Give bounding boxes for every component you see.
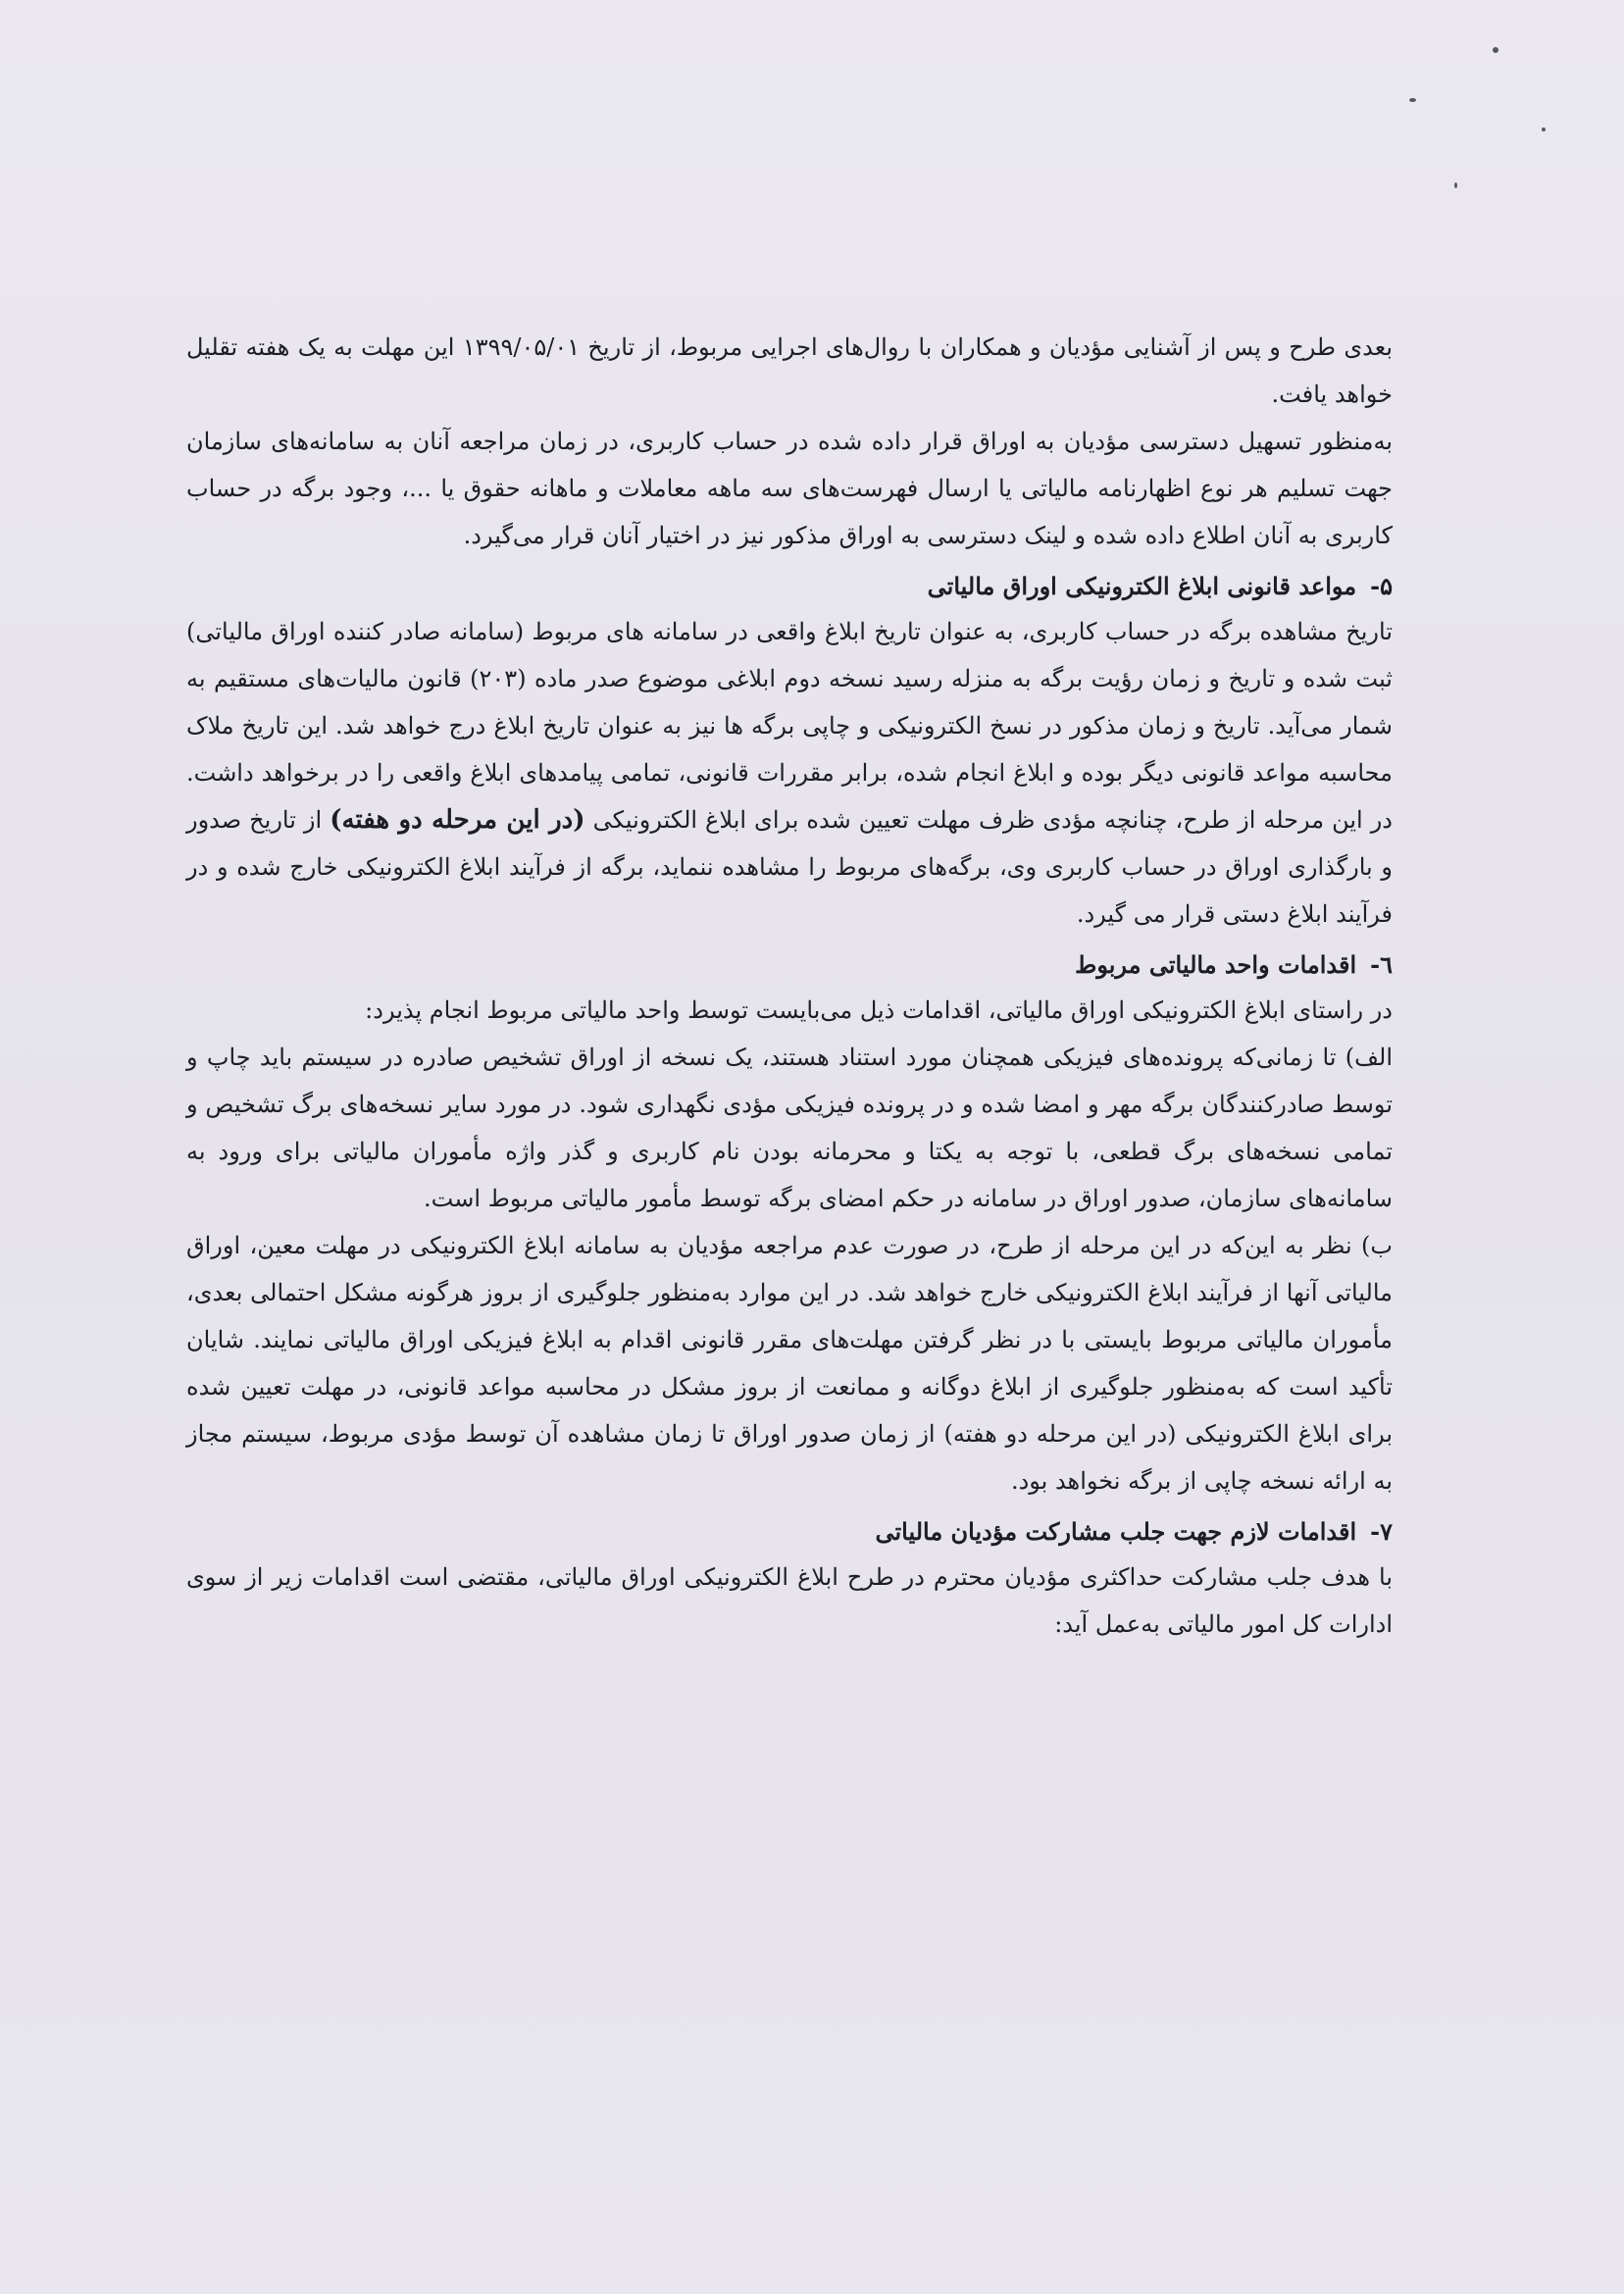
scan-speck [1542,127,1546,131]
document-body [186,324,1393,1648]
paragraph-intro-1: بعدی طرح و پس از آشنایی مؤدیان و همکاران با روال‌های اجرایی مربوط، از تاریخ ۱۳۹۹/۰۵/۰۱ این مهلت به یک هفته تقلیل خواهد یافت. [186,333,1394,408]
section-6-title: اقدامات واحد مالیاتی مربوط [1075,950,1357,979]
section-5-text-part2: از تاریخ صدور و بارگذاری اوراق در حساب کاربری وی، برگه‌های مربوط را مشاهده ننماید، برگه از فرآیند ابلاغ الکترونیکی خارج شده و در فرآیند ابلاغ دستی قرار می گیرد. [186,806,1393,928]
section-5-heading [186,565,1393,608]
section-7-heading [186,1510,1393,1554]
section-7-number: ۷- [1370,1517,1393,1546]
section-5-number: ۵- [1370,572,1393,600]
section-5-paragraph [186,608,1393,938]
section-6-item-a: الف) تا زمانی‌که پرونده‌های فیزیکی همچنان مورد استناد هستند، یک نسخه از اوراق تشخیص صادره در سیستم باید چاپ و توسط صادرکنندگان برگه مهر و امضا شده و در پرونده فیزیکی مؤدی نگهداری شود. در مورد سایر نسخه‌های برگ تشخیص و تمامی نسخه‌های برگ قطعی، با توجه به یکتا و محرمانه بودن نام کاربری و گذر واژه مأموران مالیاتی برای ورود به سامانه‌های سازمان، صدور اوراق در سامانه در حکم امضای برگه توسط مأمور مالیاتی مربوط است. [186,1044,1394,1212]
section-5-bold-note: (در این مرحله دو هفته) [330,805,585,835]
section-6-item-b: ب) نظر به این‌که در این مرحله از طرح، در صورت عدم مراجعه مؤدیان به سامانه ابلاغ الکترونیکی در مهلت معین، اوراق مالیاتی آنها از فرآیند ابلاغ الکترونیکی خارج خواهد شد. در این موارد به‌منظور جلوگیری از بروز هرگونه مشکل احتمالی بعدی، مأموران مالیاتی مربوط بایستی با در نظر گرفتن مهلت‌های مقرر قانونی اقدام به ابلاغ فیزیکی اوراق مالیاتی نمایند. شایان تأکید است که به‌منظور جلوگیری از ابلاغ دوگانه و ممانعت از بروز مشکل در محاسبه مواعد قانونی، در مهلت تعیین شده برای ابلاغ الکترونیکی (در این مرحله دو هفته) از زمان صدور اوراق تا زمان مشاهده آن توسط مؤدی مربوط، سیستم مجاز به ارائه نسخه چاپی از برگه نخواهد بود. [186,1232,1393,1495]
paragraph-intro-2: به‌منظور تسهیل دسترسی مؤدیان به اوراق قرار داده شده در حساب کاربری، در زمان مراجعه آنان به سامانه‌های سازمان جهت تسلیم هر نوع اظهارنامه مالیاتی یا ارسال فهرست‌های سه ماهه معاملات و ماهانه حقوق یا ...، وجود برگه در حساب کاربری به آنان اطلاع داده شده و لینک دسترسی به اوراق مذکور نیز در اختیار آنان قرار می‌گیرد. [186,428,1393,549]
section-7-paragraph: با هدف جلب مشارکت حداکثری مؤدیان محترم در طرح ابلاغ الکترونیکی اوراق مالیاتی، مقتضی است اقدامات زیر از سوی ادارات کل امور مالیاتی به‌عمل آید: [186,1563,1393,1638]
section-5-title: مواعد قانونی ابلاغ الکترونیکی اوراق مالیاتی [927,572,1357,600]
section-5-text-part1: تاریخ مشاهده برگه در حساب کاربری، به عنوان تاریخ ابلاغ واقعی در سامانه های مربوط (سامانه صادر کننده اوراق مالیاتی) ثبت شده و تاریخ و زمان رؤیت برگه به منزله رسید نسخه دوم ابلاغی موضوع صدر ماده (۲۰۳) قانون مالیات‌های مستقیم به شمار می‌آید. تاریخ و زمان مذکور در نسخ الکترونیکی و چاپی برگه ها نیز به عنوان تاریخ ابلاغ درج خواهد شد. این تاریخ ملاک محاسبه مواعد قانونی دیگر بوده و ابلاغ انجام شده، برابر مقررات قانونی، تمامی پیامدهای ابلاغ واقعی را در برخواهد داشت. در این مرحله از طرح، چنانچه مؤدی ظرف مهلت تعیین شده برای ابلاغ الکترونیکی [186,618,1394,834]
section-7-title: اقدامات لازم جهت جلب مشارکت مؤدیان مالیاتی [875,1517,1357,1546]
section-6-heading [186,943,1393,987]
section-6-number: ٦- [1370,950,1393,979]
scan-speck [1409,98,1416,102]
scan-speck [1454,182,1457,188]
scan-speck [1493,47,1498,53]
section-6-intro: در راستای ابلاغ الکترونیکی اوراق مالیاتی، اقدامات ذیل می‌بایست توسط واحد مالیاتی مربوط انجام پذیرد: [365,996,1393,1024]
